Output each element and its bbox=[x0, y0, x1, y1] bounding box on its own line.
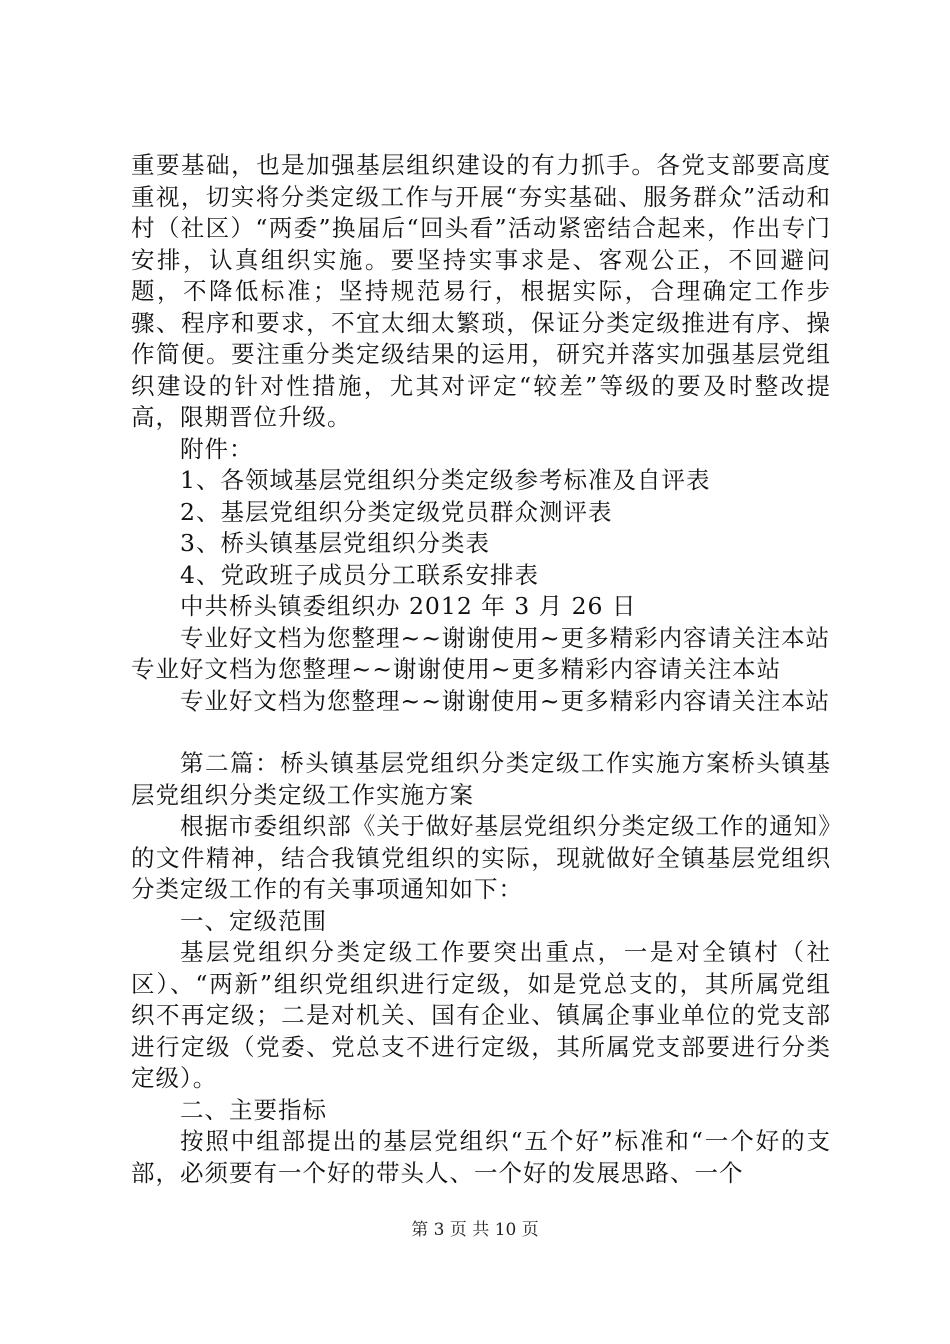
section-heading: 一、定级范围 bbox=[180, 906, 327, 935]
body-paragraph: 基层党组织分类定级工作要突出重点，一是对全镇村（社区）、“两新”组织党组织进行定级，如是党总支的，其所属党组织不再定级；二是对机关、国有企业、镇属企事业单位的党支部进行定级（党委、党总支不进行定级，其所属党支部要进行分类定级）。 bbox=[131, 938, 831, 1092]
section-heading: 二、主要指标 bbox=[180, 1095, 327, 1124]
signature-line: 中共桥头镇委组织办 2012 年 3 月 26 日 bbox=[180, 592, 637, 620]
section-title: 第二篇：桥头镇基层党组织分类定级工作实施方案桥头镇基层党组织分类定级工作实施方案 bbox=[131, 749, 831, 809]
watermark-line: 专业好文档为您整理~~谢谢使用~更多精彩内容请关注本站 bbox=[180, 686, 831, 715]
attachment-item: 3、桥头镇基层党组织分类表 bbox=[180, 529, 490, 557]
attachment-item: 1、各领域基层党组织分类定级参考标准及自评表 bbox=[180, 466, 711, 494]
intro-paragraph: 根据市委组织部《关于做好基层党组织分类定级工作的通知》的文件精神，结合我镇党组织的实际，现就做好全镇基层党组织分类定级工作的有关事项通知如下： bbox=[131, 812, 831, 903]
attachment-item: 4、党政班子成员分工联系安排表 bbox=[180, 560, 539, 589]
attachments-heading: 附件： bbox=[180, 434, 254, 463]
document-body bbox=[131, 150, 831, 1189]
body-paragraph: 按照中组部提出的基层党组织“五个好”标准和“一个好的支部，必须要有一个好的带头人、一个好的发展思路、一个 bbox=[131, 1127, 831, 1187]
page-footer: 第 3 页 共 10 页 bbox=[411, 1220, 539, 1240]
attachment-item: 2、基层党组织分类定级党员群众测评表 bbox=[180, 497, 613, 526]
watermark-line: 专业好文档为您整理~~谢谢使用~更多精彩内容请关注本站 bbox=[180, 623, 831, 652]
watermark-line: 专业好文档为您整理~~谢谢使用~更多精彩内容请关注本站 bbox=[131, 655, 782, 683]
spacer bbox=[131, 717, 831, 748]
body-paragraph: 重要基础，也是加强基层组织建设的有力抓手。各党支部要高度重视，切实将分类定级工作与开展“夯实基础、服务群众”活动和村（社区）“两委”换届后“回头看”活动紧密结合起来，作出专门安排，认真组织实施。要坚持实事求是、客观公正，不回避问题，不降低标准；坚持规范易行，根据实际，合理确定工作步骤、程序和要求，不宜太细太繁琐，保证分类定级推进有序、操作简便。要注重分类定级结果的运用，研究并落实加强基层党组织建设的针对性措施，尤其对评定“较差”等级的要及时整改提高，限期晋位升级。 bbox=[131, 151, 831, 431]
